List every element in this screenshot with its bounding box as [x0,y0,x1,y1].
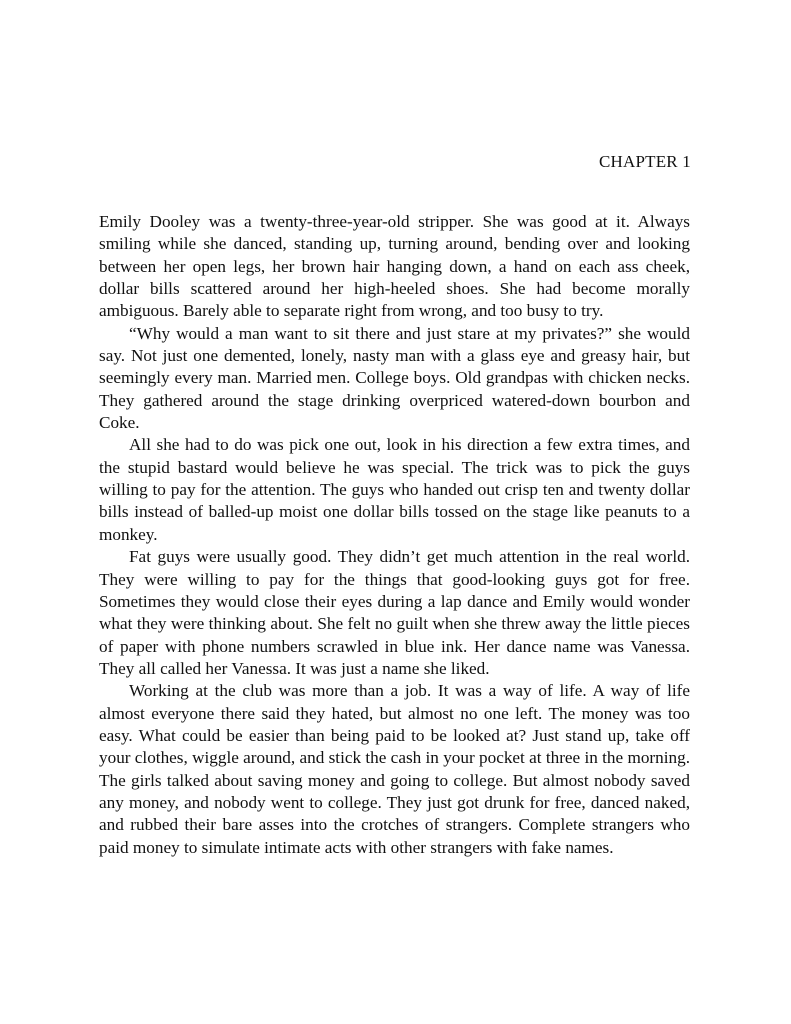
paragraph-5: Working at the club was more than a job. It was a way of life. A way of life almost everyone there said they hated, but almost no one left. The money was too easy. What could be easier than being paid to be looked at? Just stand up, take off your clothes, wiggle around, and stick the cash in your pocket at three in the morning. The girls talked about saving money and going to college. But almost nobody saved any money, and nobody went to college. They just got drunk for free, danced naked, and rubbed their bare asses into the crotches of strangers. Complete strangers who paid money to simulate intimate acts with other strangers with fake names. [99,681,690,857]
chapter-heading: CHAPTER 1 [598,152,691,171]
paragraph-2: “Why would a man want to sit there and just stare at my privates?” she would say. Not just one demented, lonely, nasty man with a glass eye and greasy hair, but seemingly every man. Married men. College boys. Old grandpas with chicken necks. They gathered around the stage drinking overpriced watered-down bourbon and Coke. [99,323,690,433]
paragraph-3: All she had to do was pick one out, look in his direction a few extra times, and the stupid bastard would believe he was special. The trick was to pick the guys willing to pay for the attention. The guys who handed out crisp ten and twenty dollar bills instead of balled-up moist one dollar bills tossed on the stage like peanuts to a monkey. [99,435,690,544]
paragraph-4: Fat guys were usually good. They didn’t get much attention in the real world. They were willing to pay for the things that good-looking guys got for free. Sometimes they would close their eyes during a lap dance and Emily would wonder what they were thinking about. She felt no guilt when she threw away the little pieces of paper with phone numbers scrawled in blue ink. Her dance name was Vanessa. They all called her Vanessa. It was just a name she liked. [99,547,690,678]
paragraph-1: Emily Dooley was a twenty-three-year-old stripper. She was good at it. Always smiling while she danced, standing up, turning around, bending over and looking between her open legs, her brown hair hanging down, a hand on each ass cheek, dollar bills scattered around her high-heeled shoes. She had become morally ambiguous. Barely able to separate right from wrong, and too busy to try. [99,212,690,321]
chapter-body [99,211,690,859]
